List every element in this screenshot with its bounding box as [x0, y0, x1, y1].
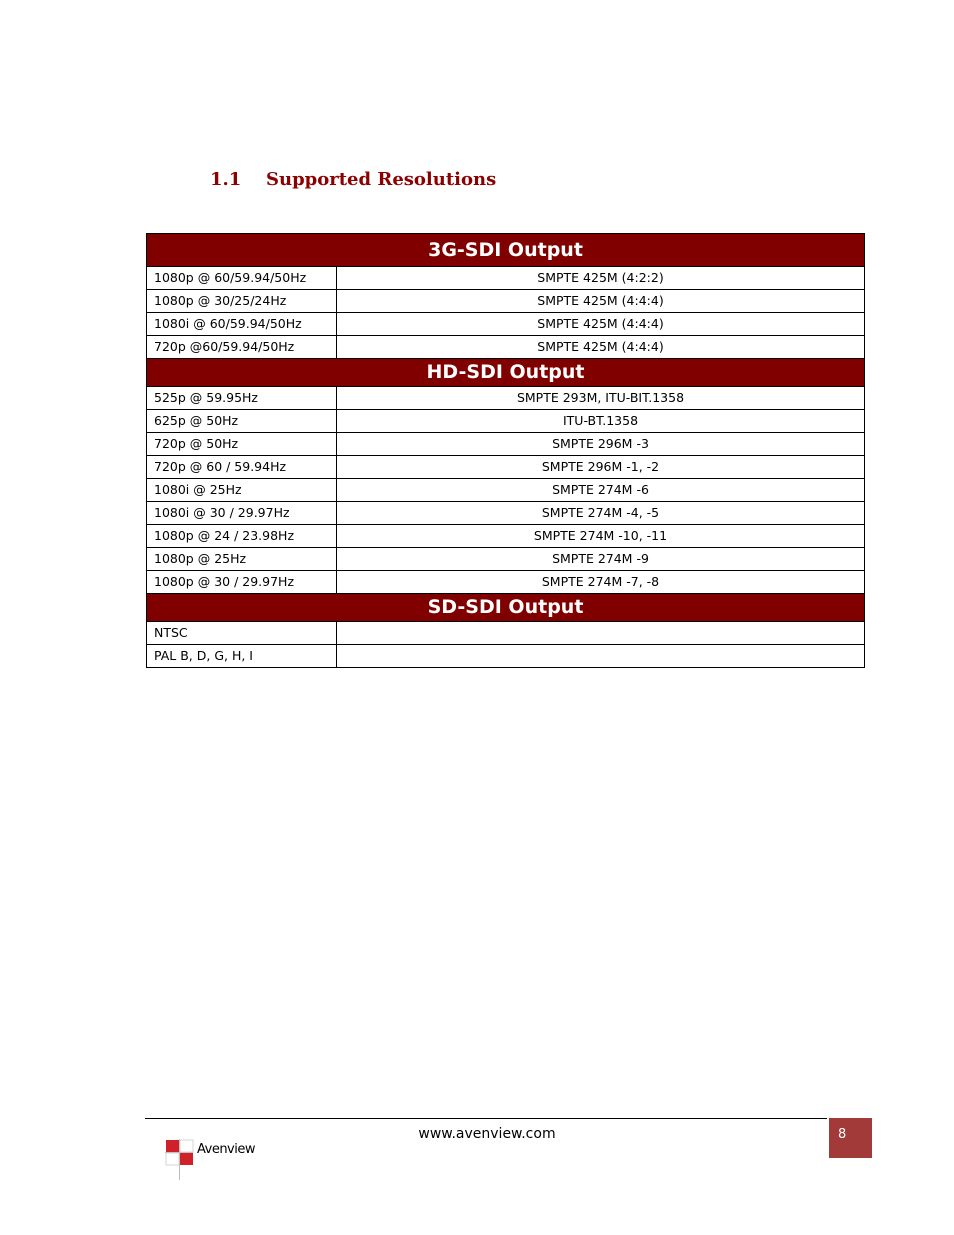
standard-cell: SMPTE 293M, ITU-BIT.1358 — [337, 387, 865, 410]
table-row — [147, 290, 865, 313]
resolution-cell: 720p @ 50Hz — [147, 433, 337, 456]
page-number: 8 — [838, 1127, 847, 1142]
section-header-row — [147, 594, 865, 622]
footer-url[interactable]: www.avenview.com — [418, 1126, 556, 1142]
standard-cell: SMPTE 425M (4:4:4) — [337, 290, 865, 313]
section-title: Supported Resolutions — [266, 169, 497, 190]
table-row — [147, 548, 865, 571]
resolution-cell: 525p @ 59.95Hz — [147, 387, 337, 410]
resolution-cell: PAL B, D, G, H, I — [147, 645, 337, 668]
table-row — [147, 336, 865, 359]
table-row — [147, 410, 865, 433]
resolutions-table — [146, 233, 865, 668]
section-heading — [210, 169, 496, 190]
section-header: SD-SDI Output — [147, 594, 865, 622]
section-header-row — [147, 359, 865, 387]
table-row — [147, 525, 865, 548]
table-row — [147, 622, 865, 645]
logo-text: Avenview — [197, 1142, 255, 1157]
table-row — [147, 645, 865, 668]
resolution-cell: 1080p @ 60/59.94/50Hz — [147, 267, 337, 290]
resolution-cell: 720p @ 60 / 59.94Hz — [147, 456, 337, 479]
table-row — [147, 456, 865, 479]
footer-divider — [145, 1118, 827, 1119]
resolution-cell: NTSC — [147, 622, 337, 645]
resolution-cell: 1080p @ 25Hz — [147, 548, 337, 571]
standard-cell: SMPTE 274M -6 — [337, 479, 865, 502]
standard-cell — [337, 645, 865, 668]
page-number-box — [829, 1118, 872, 1158]
table-row — [147, 433, 865, 456]
table-row — [147, 571, 865, 594]
resolution-cell: 1080i @ 60/59.94/50Hz — [147, 313, 337, 336]
section-number: 1.1 — [210, 169, 242, 190]
resolution-cell: 1080p @ 30 / 29.97Hz — [147, 571, 337, 594]
standard-cell: SMPTE 425M (4:4:4) — [337, 313, 865, 336]
section-header-row — [147, 234, 865, 267]
standard-cell: SMPTE 296M -3 — [337, 433, 865, 456]
standard-cell: SMPTE 274M -10, -11 — [337, 525, 865, 548]
resolution-cell: 1080i @ 25Hz — [147, 479, 337, 502]
section-header: 3G-SDI Output — [147, 234, 865, 267]
standard-cell: SMPTE 425M (4:4:4) — [337, 336, 865, 359]
table-row — [147, 502, 865, 525]
table-row — [147, 387, 865, 410]
table-row — [147, 313, 865, 336]
table-row — [147, 267, 865, 290]
section-header: HD-SDI Output — [147, 359, 865, 387]
standard-cell: SMPTE 296M -1, -2 — [337, 456, 865, 479]
standard-cell: SMPTE 425M (4:2:2) — [337, 267, 865, 290]
table-row — [147, 479, 865, 502]
resolution-cell: 720p @60/59.94/50Hz — [147, 336, 337, 359]
resolution-cell: 1080p @ 24 / 23.98Hz — [147, 525, 337, 548]
standard-cell: SMPTE 274M -9 — [337, 548, 865, 571]
resolution-cell: 625p @ 50Hz — [147, 410, 337, 433]
resolution-cell: 1080i @ 30 / 29.97Hz — [147, 502, 337, 525]
standard-cell: ITU-BT.1358 — [337, 410, 865, 433]
resolution-cell: 1080p @ 30/25/24Hz — [147, 290, 337, 313]
standard-cell: SMPTE 274M -4, -5 — [337, 502, 865, 525]
standard-cell: SMPTE 274M -7, -8 — [337, 571, 865, 594]
standard-cell — [337, 622, 865, 645]
